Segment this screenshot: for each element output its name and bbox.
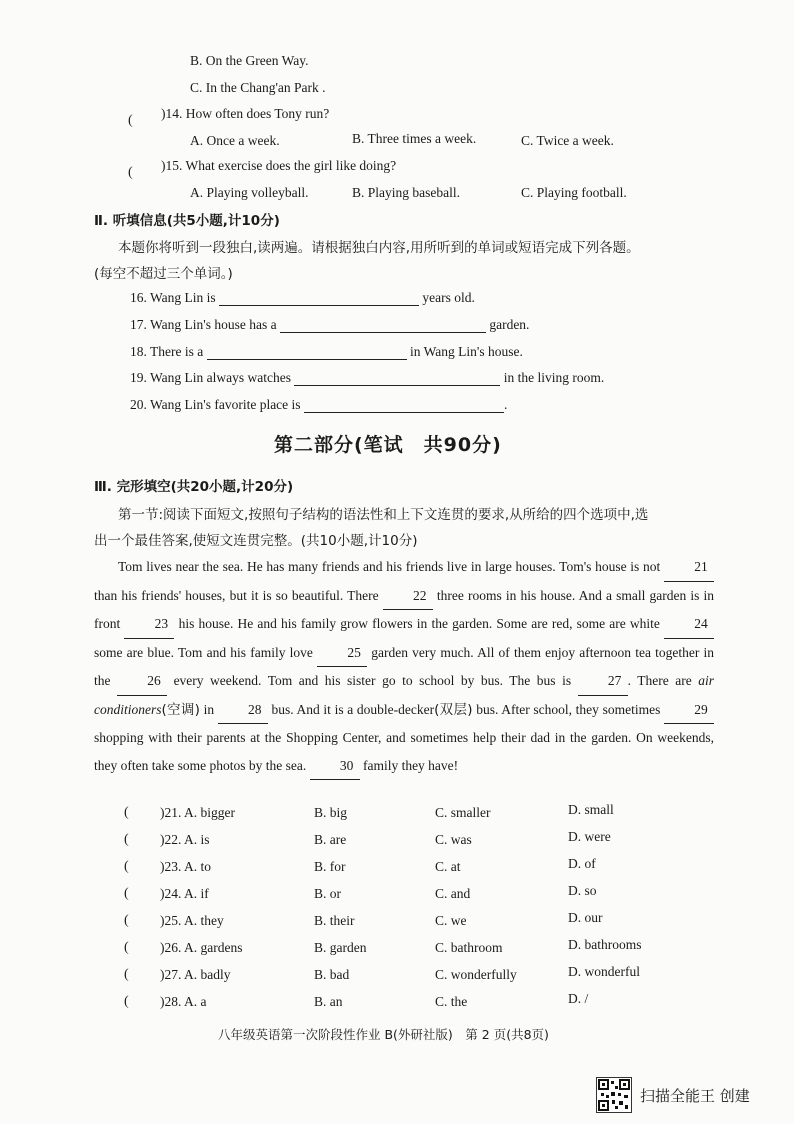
blank-29[interactable]: 29 <box>664 696 714 725</box>
answer-paren-27: ( <box>124 967 129 982</box>
q21-option-b: B. big <box>314 805 348 820</box>
answer-paren-28: ( <box>124 994 129 1009</box>
blank-25[interactable]: 25 <box>317 639 367 668</box>
option-15a: A. Playing volleyball. <box>190 185 309 200</box>
q23-option-d: D. of <box>568 856 596 871</box>
section-2-instruction-note: (每空不超过三个单词。) <box>94 266 233 282</box>
q27-option-c: C. wonderfully <box>435 967 517 982</box>
q27-option-a: )27. A. badly <box>160 967 231 982</box>
q22-option-a: )22. A. is <box>160 832 210 847</box>
blank-20[interactable] <box>304 398 504 413</box>
q25-option-d: D. our <box>568 910 603 925</box>
q23-option-b: B. for <box>314 859 346 874</box>
q28-option-d: D. / <box>568 991 589 1006</box>
option-13b: B. On the Green Way. <box>190 53 309 68</box>
option-15b: B. Playing baseball. <box>352 185 460 200</box>
option-14a: A. Once a week. <box>190 133 280 148</box>
answer-paren-21: ( <box>124 805 129 820</box>
question-14: )14. How often does Tony run? <box>161 106 330 121</box>
blank-22[interactable]: 22 <box>383 582 433 611</box>
q26-option-b: B. garden <box>314 940 367 955</box>
blank-24[interactable]: 24 <box>664 610 714 639</box>
page-footer: 八年级英语第一次阶段性作业 B(外研社版) 第 2 页(共8页) <box>218 1027 549 1042</box>
q24-option-d: D. so <box>568 883 597 898</box>
section-3-instruction: 第一节:阅读下面短文,按照句子结构的语法性和上下文连贯的要求,从所给的四个选项中,选 <box>118 507 649 523</box>
question-15: )15. What exercise does the girl like doing? <box>161 158 397 173</box>
blank-21[interactable]: 21 <box>664 553 714 582</box>
section-3-instruction-cont: 出一个最佳答案,使短文连贯完整。(共10小题,计10分) <box>94 533 418 549</box>
q26-option-d: D. bathrooms <box>568 937 642 952</box>
blank-27[interactable]: 27 <box>578 667 628 696</box>
q26-option-c: C. bathroom <box>435 940 503 955</box>
q27-option-b: B. bad <box>314 967 350 982</box>
fill-item-20: 20. Wang Lin's favorite place is . <box>130 397 508 412</box>
q22-option-d: D. were <box>568 829 611 844</box>
fill-item-18: 18. There is a in Wang Lin's house. <box>130 344 523 359</box>
q25-option-a: )25. A. they <box>160 913 224 928</box>
answer-paren-22: ( <box>124 832 129 847</box>
q25-option-b: B. their <box>314 913 355 928</box>
blank-16[interactable] <box>219 291 419 306</box>
fill-item-16: 16. Wang Lin is years old. <box>130 290 475 305</box>
answer-paren-15: ( <box>128 165 133 180</box>
option-15c: C. Playing football. <box>521 185 627 200</box>
q27-option-d: D. wonderful <box>568 964 640 979</box>
fill-item-17: 17. Wang Lin's house has a garden. <box>130 317 530 332</box>
fill-item-19: 19. Wang Lin always watches in the living room. <box>130 370 605 385</box>
q24-option-c: C. and <box>435 886 471 901</box>
blank-28[interactable]: 28 <box>218 696 268 725</box>
blank-23[interactable]: 23 <box>124 610 174 639</box>
answer-paren-24: ( <box>124 886 129 901</box>
section-2-title: Ⅱ. 听填信息(共5小题,计10分) <box>94 213 280 229</box>
blank-19[interactable] <box>294 371 500 386</box>
q28-option-b: B. an <box>314 994 343 1009</box>
answer-paren-26: ( <box>124 940 129 955</box>
scanner-watermark: 扫描全能王 创建 <box>640 1087 750 1105</box>
q21-option-c: C. smaller <box>435 805 491 820</box>
section-3-title: Ⅲ. 完形填空(共20小题,计20分) <box>94 479 294 495</box>
part-2-title: 第二部分(笔试 共90分) <box>274 434 502 456</box>
cloze-passage: Tom lives near the sea. He has many friends and his friends live in large houses. Tom's house is not 21 than his friends' houses, but it is so beautiful. There 22 three rooms in his house. And a small garden is in front 23 his house. He and his family grow flowers in the garden. Some are red, some are white 24 some are blue. Tom and his family love 25 garden very much. All of them enjoy afternoon tea together in the 26 every weekend. Tom and his sister go to school by bus. The bus is 27 . There are air conditioners(空调) in 28 bus. And it is a double-decker(双层) bus. After school, they sometimes 29 shopping with their parents at the Shopping Center, and sometimes help their dad in the garden. On weekends, they often take some photos by the sea. 30 family they have! <box>94 553 714 780</box>
q21-option-a: )21. A. bigger <box>160 805 235 820</box>
section-2-instruction: 本题你将听到一段独白,读两遍。请根据独白内容,用所听到的单词或短语完成下列各题。 <box>118 240 640 256</box>
blank-26[interactable]: 26 <box>117 667 167 696</box>
q26-option-a: )26. A. gardens <box>160 940 243 955</box>
q25-option-c: C. we <box>435 913 467 928</box>
option-13c: C. In the Chang'an Park . <box>190 80 326 95</box>
q22-option-b: B. are <box>314 832 347 847</box>
q21-option-d: D. small <box>568 802 614 817</box>
answer-paren-25: ( <box>124 913 129 928</box>
option-14c: C. Twice a week. <box>521 133 614 148</box>
q28-option-a: )28. A. a <box>160 994 207 1009</box>
q22-option-c: C. was <box>435 832 472 847</box>
qr-code-icon <box>596 1077 632 1113</box>
q23-option-a: )23. A. to <box>160 859 212 874</box>
q28-option-c: C. the <box>435 994 468 1009</box>
q24-option-b: B. or <box>314 886 341 901</box>
q24-option-a: )24. A. if <box>160 886 209 901</box>
blank-17[interactable] <box>280 318 486 333</box>
answer-paren-23: ( <box>124 859 129 874</box>
option-14b: B. Three times a week. <box>352 131 477 146</box>
blank-30[interactable]: 30 <box>310 752 360 781</box>
blank-18[interactable] <box>207 345 407 360</box>
answer-paren-14: ( <box>128 113 133 128</box>
q23-option-c: C. at <box>435 859 461 874</box>
